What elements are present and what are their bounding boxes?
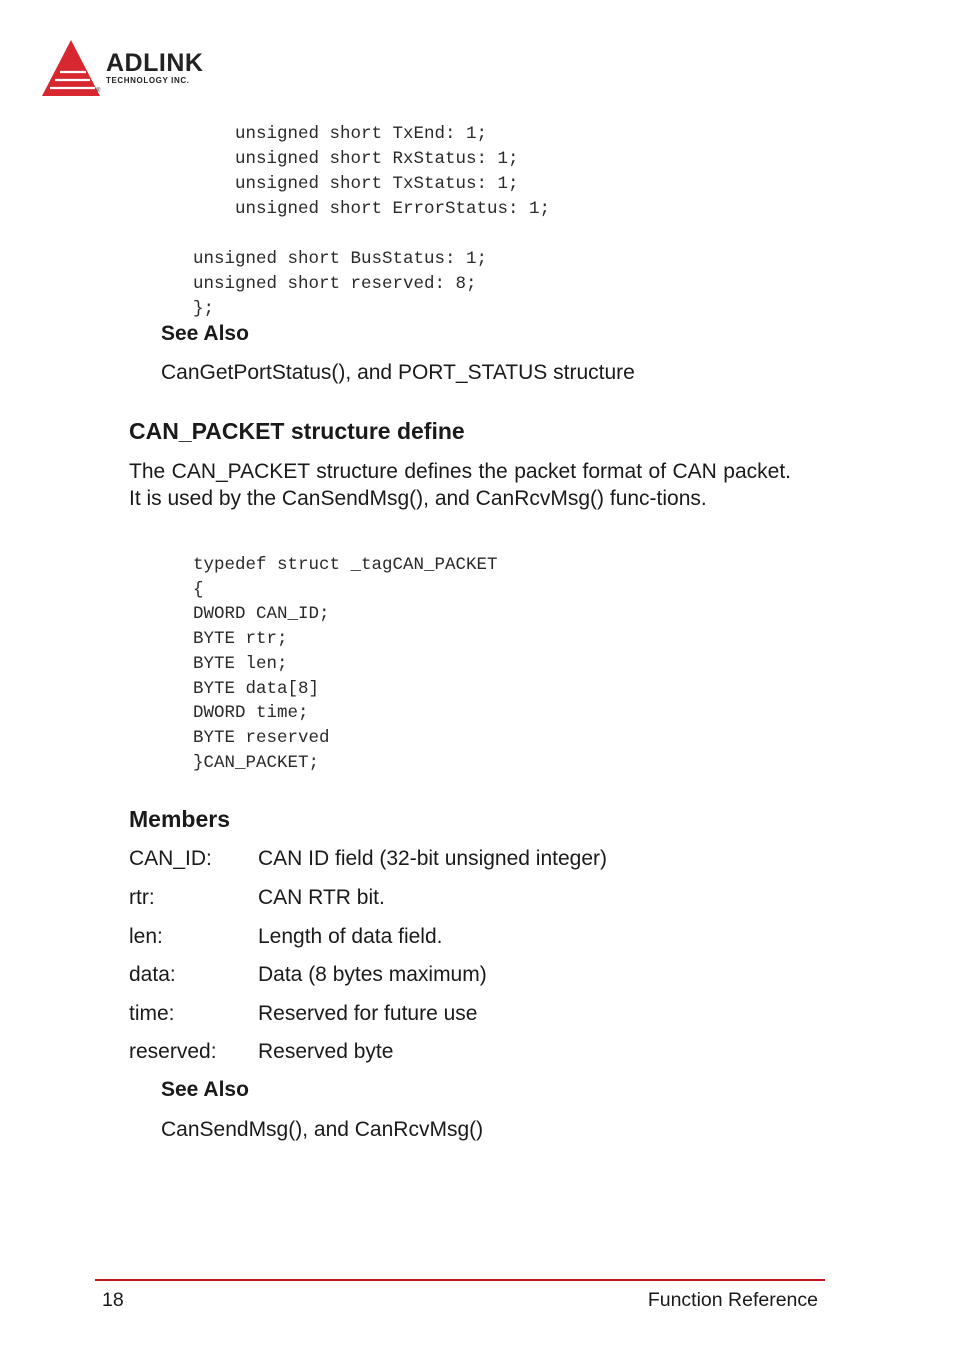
footer-rule [95,1279,825,1281]
code-line-blank [193,222,550,247]
member-name: rtr: [129,886,155,909]
chapter-name: Function Reference [647,1289,818,1311]
code-line: typedef struct _tagCAN_PACKET [193,555,498,575]
member-name: time: [129,1002,175,1025]
registered-mark: ® [96,88,101,94]
code-line: unsigned short reserved: 8; [193,274,477,294]
code-line: unsigned short RxStatus: 1; [193,149,519,169]
code-line: DWORD time; [193,703,309,724]
code-block-port-status [193,122,550,322]
member-name: len: [129,925,163,948]
code-line: BYTE rtr; [193,629,288,650]
code-line: unsigned short TxStatus: 1; [193,174,519,194]
code-block-can-packet [193,553,498,775]
code-line: }CAN_PACKET; [193,752,320,773]
logo-tagline: TECHNOLOGY INC. [106,76,190,85]
members-heading: Members [129,806,230,832]
code-line: unsigned short BusStatus: 1; [193,249,488,269]
member-desc: Length of data field. [258,925,443,948]
code-line: unsigned short ErrorStatus: 1; [193,199,551,219]
code-line: BYTE len; [193,653,288,674]
code-line: unsigned short TxEnd: 1; [193,124,488,144]
page-number: 18 [102,1289,124,1311]
member-desc: Reserved for future use [258,1002,478,1025]
member-desc: CAN ID field (32-bit unsigned integer) [258,847,608,870]
member-desc: Reserved byte [258,1040,394,1063]
see-also-heading: See Also [161,1078,249,1101]
see-also-text: CanGetPortStatus(), and PORT_STATUS structure [161,361,635,384]
member-name: reserved: [129,1040,217,1063]
code-line: BYTE data[8] [193,678,320,699]
code-line: { [193,579,204,600]
member-name: CAN_ID: [129,847,212,870]
code-line: BYTE reserved [193,727,330,748]
section-paragraph: The CAN_PACKET structure defines the packet format of CAN packet. It is used by the CanSendMsg(), and CanRcvMsg() func-tions. [129,460,791,510]
see-also-heading: See Also [161,322,249,345]
member-desc: CAN RTR bit. [258,886,385,909]
logo-wordmark: ADLINK [106,49,204,77]
code-line: }; [193,299,215,319]
member-name: data: [129,963,176,986]
adlink-logo [42,38,242,100]
code-line: DWORD CAN_ID; [193,604,330,625]
member-desc: Data (8 bytes maximum) [258,963,487,986]
section-title: CAN_PACKET structure define [129,418,465,444]
see-also-text: CanSendMsg(), and CanRcvMsg() [161,1118,484,1141]
